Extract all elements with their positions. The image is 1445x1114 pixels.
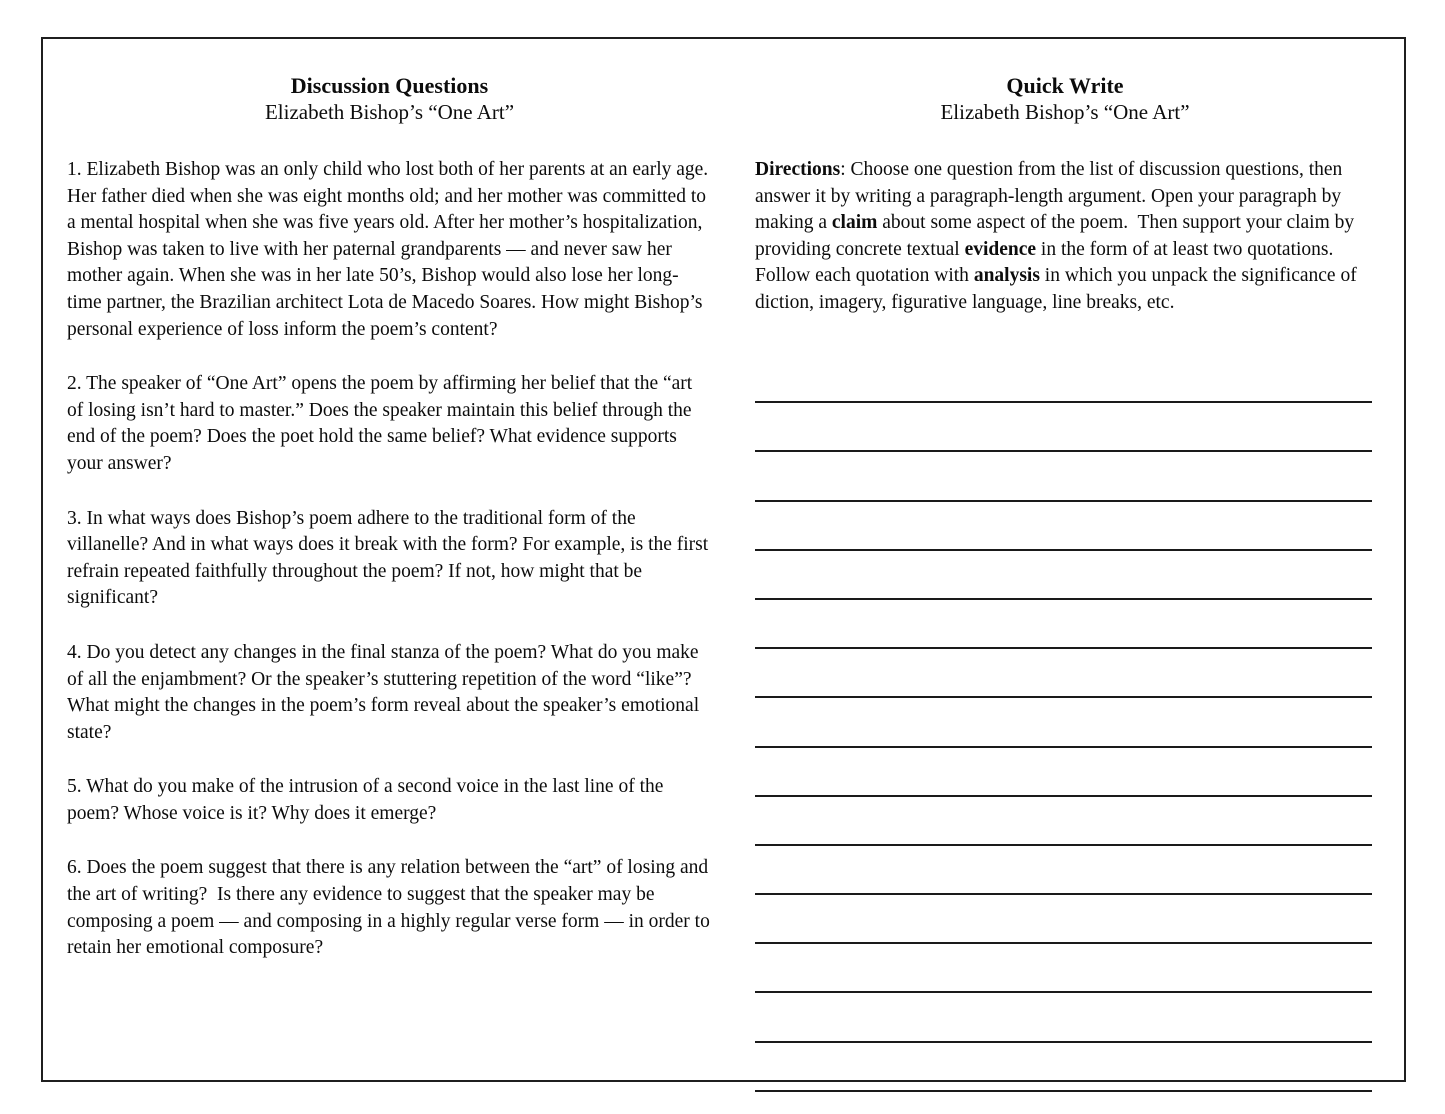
question-item-6: 6. Does the poem suggest that there is any relation between the “art” of losing and the art of writing? Is there any evidence to suggest that the speaker may be composing a poem — and composing in a highly regular verse form — in order to retain her emotional composure?: [67, 857, 715, 959]
writing-line: [755, 846, 1372, 895]
question-list: [67, 157, 715, 962]
writing-line: [755, 452, 1372, 501]
writing-line: [755, 698, 1372, 747]
question-item-3: 3. In what ways does Bishop’s poem adhere to the traditional form of the villanelle? And in what ways does it break with the form? For example, is the first refrain repeated faithfully throughout the poem? If not, how might that be significant?: [67, 507, 714, 609]
discussion-questions-section: [67, 72, 715, 990]
directions-paragraph: [755, 157, 1375, 317]
question-item-1: 1. Elizabeth Bishop was an only child who lost both of her parents at an early age. Her father died when she was eight months old; and her mother was committed to a mental hospital when she was five years old. After her mother’s hospitalization, Bishop was taken to live with her paternal grandparents — and never saw her mother again. When she was in her late 50’s, Bishop would also lose her long-time partner, the Brazilian architect Lota de Macedo Soares. How might Bishop’s personal experience of loss inform the poem’s content?: [67, 159, 714, 340]
writing-line: [755, 403, 1372, 452]
question-item-5: 5. What do you make of the intrusion of a second voice in the last line of the poem? Whose voice is it? Why does it emerge?: [67, 776, 669, 824]
directions-text: about some aspect of the poem. Then support your claim by providing concrete textual: [755, 212, 1360, 260]
quick-write-section: [755, 72, 1375, 317]
page-frame: [41, 37, 1406, 1082]
directions-claim-keyword: claim: [831, 212, 878, 234]
directions-text: : Choose one question from the list of discussion questions, then answer it by writing a paragraph-length argument. Open your paragraph by making a: [755, 159, 1348, 234]
quick-write-subtitle: Elizabeth Bishop’s “One Art”: [940, 100, 1190, 124]
writing-line: [755, 502, 1372, 551]
discussion-questions-title: Discussion Questions: [290, 73, 489, 98]
discussion-questions-subtitle: Elizabeth Bishop’s “One Art”: [264, 100, 515, 124]
writing-line: [755, 600, 1372, 649]
directions-evidence-keyword: evidence: [964, 238, 1037, 260]
writing-line: [755, 895, 1372, 944]
writing-lines-area: [755, 354, 1372, 1092]
writing-line: [755, 354, 1372, 403]
directions-analysis-keyword: analysis: [973, 265, 1040, 287]
directions-text: in the form of at least two quotations. Follow each quotation with: [755, 238, 1344, 287]
writing-line: [755, 649, 1372, 698]
directions-label: Directions: [755, 159, 841, 180]
writing-line: [755, 944, 1372, 993]
writing-line: [755, 1043, 1372, 1092]
quick-write-title: Quick Write: [1006, 73, 1124, 98]
writing-line: [755, 993, 1372, 1042]
question-item-4: 4. Do you detect any changes in the final stanza of the poem? What do you make of all the enjambment? Or the speaker’s stuttering repetition of the word “like”? What might the changes in the poem’s form reveal about the speaker’s emotional state?: [67, 641, 704, 743]
question-item-2: 2. The speaker of “One Art” opens the poem by affirming her belief that the “art of losing isn’t hard to master.” Does the speaker maintain this belief through the end of the poem? Does the poet hold the same belief? What evidence supports your answer?: [67, 373, 698, 474]
writing-line: [755, 551, 1372, 600]
writing-line: [755, 797, 1372, 846]
writing-line: [755, 748, 1372, 797]
directions-text: in which you unpack the significance of diction, imagery, figurative language, line breaks, etc.: [755, 265, 1362, 313]
